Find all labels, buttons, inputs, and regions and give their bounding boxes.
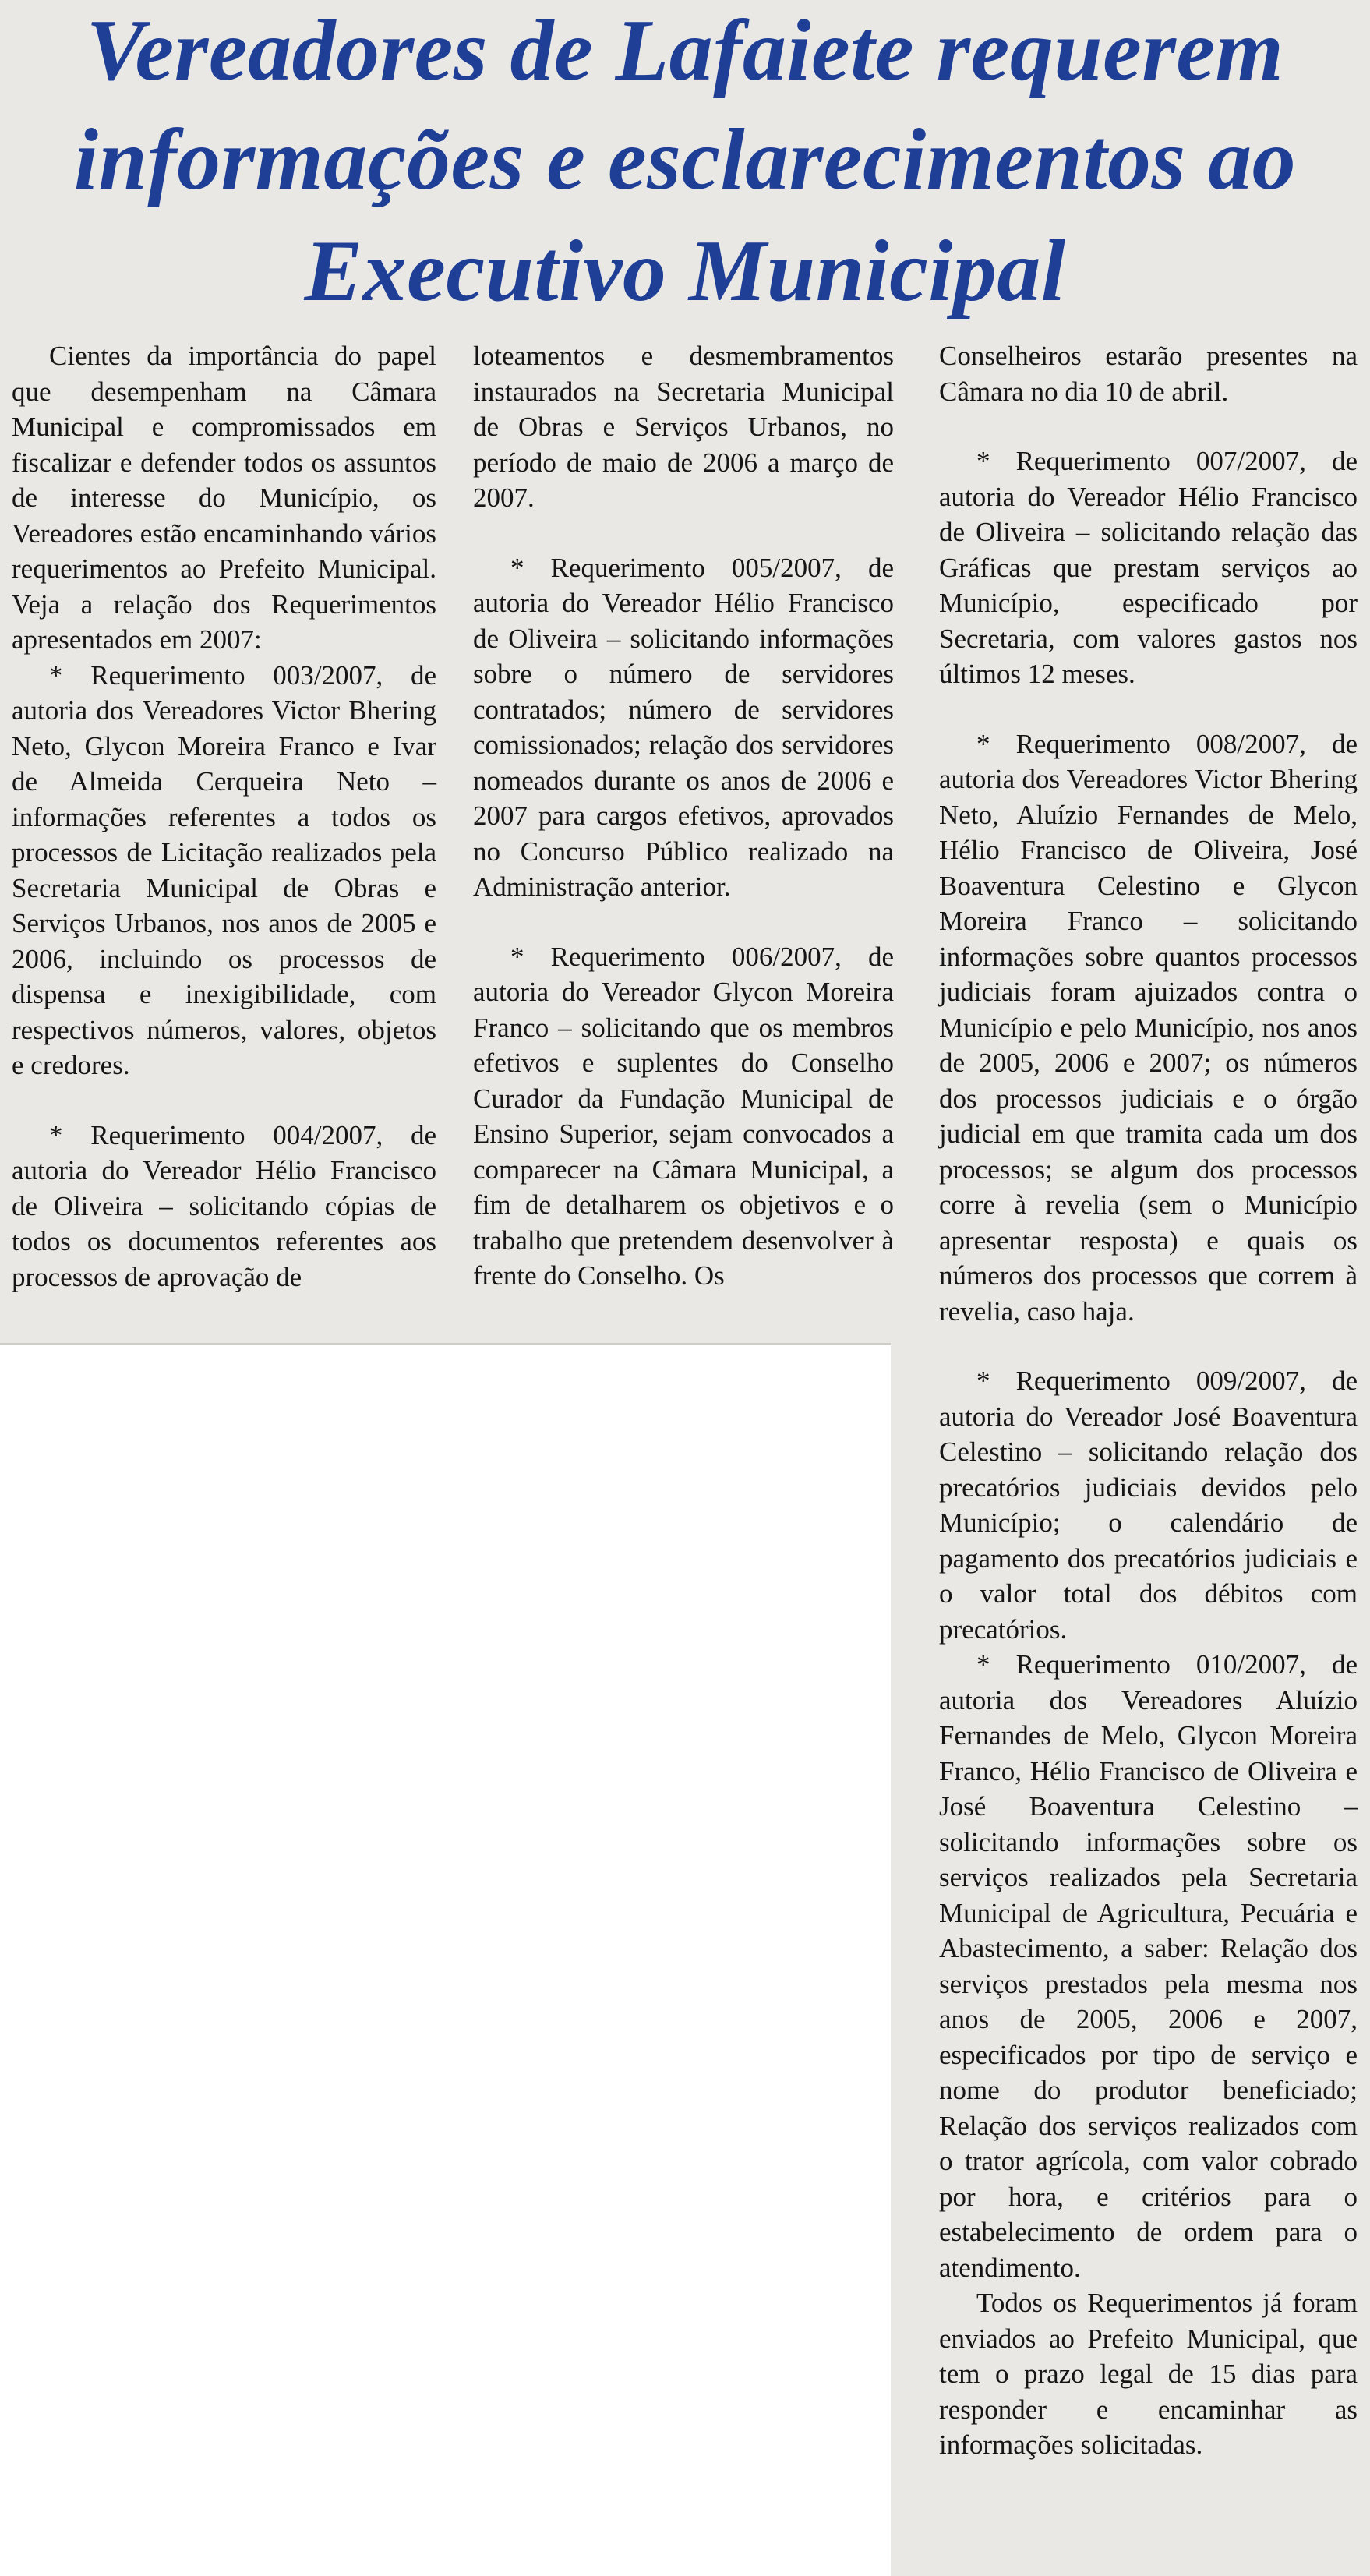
requerimento-003: * Requerimento 003/2007, de autoria dos Vereadores Victor Bhering Neto, Glycon Moreira Franco e Ivar de Almeida Cerqueira Neto – informações referentes a todos os processos de Licitação realizados pela Secretaria Municipal de Obras e Serviços Urbanos, nos anos de 2005 e 2006, incluindo os processos de dispensa e inexigibilidade, com respectivos números, valores, objetos e credores. (12, 659, 436, 1080)
requerimento-010: * Requerimento 010/2007, de autoria dos Vereadores Aluízio Fernandes de Melo, Glycon Moreira Franco, Hélio Francisco de Oliveira e José Boaventura Celestino – solicitando informações sobre os serviços realizados pela Secretaria Municipal de Agricultura, Pecuária e Abastecimento, a saber: Relação dos serviços prestados pela mesma nos anos de 2005, 2006 e 2007, especificados por tipo de serviço e nome do produtor beneficiado; Relação dos serviços realizados com o trator agrícola, com valor cobrado por hora, e critérios para o estabelecimento de ordem para o atendimento. (939, 1649, 1358, 2283)
headline-line-1: Vereadores de Lafaiete requerem (86, 2, 1284, 99)
closing-paragraph: Todos os Requerimentos já foram enviados ao Prefeito Municipal, que tem o prazo legal de 15 dias para responder e encaminhar as informações solicitadas. (939, 2288, 1358, 2460)
requerimento-008: * Requerimento 008/2007, de autoria dos Vereadores Victor Bhering Neto, Aluízio Fernandes de Melo, Hélio Francisco de Oliveira, José Boaventura Celestino e Glycon Moreira Franco – solicitando informações sobre quantos processos judiciais foram ajuizados contra o Município e pelo Município, nos anos de 2005, 2006 e 2007; os números dos processos judiciais e o órgão judicial em que tramita cada um dos processos; se algum dos processos corre à revelia (sem o Município apresentar resposta) e quais os números dos processos que correm à revelia, caso haja. (939, 728, 1358, 1327)
article-column-1 (12, 338, 436, 1295)
article-column-2 (473, 338, 894, 1294)
requerimento-009: * Requerimento 009/2007, de autoria do Vereador José Boaventura Celestino – solicitando relação dos precatórios judiciais devidos pelo Município; o calendário de pagamento dos precatórios judiciais e o valor total dos débitos com precatórios. (939, 1366, 1358, 1645)
intro-paragraph: Cientes da importância do papel que desempenham na Câmara Municipal e compromissados em fiscalizar e defender todos os assuntos de interesse do Município, os Vereadores estão encaminhando vários requerimentos ao Prefeito Municipal. Veja a relação dos Requerimentos apresentados em 2007: (12, 341, 436, 655)
requerimento-006-end: Conselheiros estarão presentes na Câmara no dia 10 de abril. (939, 341, 1358, 407)
requerimento-007: * Requerimento 007/2007, de autoria do Vereador Hélio Francisco de Oliveira – solicitando relação das Gráficas que prestam serviços ao Município, especificado por Secretaria, com valores gastos nos últimos 12 meses. (939, 446, 1358, 689)
headline (0, 0, 1370, 327)
headline-line-2: informações e esclarecimentos ao (73, 111, 1297, 208)
requerimento-006-start: * Requerimento 006/2007, de autoria do Vereador Glycon Moreira Franco – solicitando que os membros efetivos e suplentes do Conselho Curador da Fundação Municipal de Ensino Superior, sejam convocados a comparecer na Câmara Municipal, a fim de detalharem os objetivos e o trabalho que pretendem desenvolver à frente do Conselho. Os (473, 941, 894, 1291)
requerimento-005: * Requerimento 005/2007, de autoria do Vereador Hélio Francisco de Oliveira – solicitando informações sobre o número de servidores contratados; número de servidores comissionados; relação dos servidores nomeados durante os anos de 2006 e 2007 para cargos efetivos, aprovados no Concurso Público realizado na Administração anterior. (473, 552, 894, 902)
requerimento-004-start: * Requerimento 004/2007, de autoria do Vereador Hélio Francisco de Oliveira – solicitando cópias de todos os documentos referentes aos processos de aprovação de (12, 1119, 436, 1292)
requerimento-004-end: loteamentos e desmembramentos instaurados na Secretaria Municipal de Obras e Serviços Urbanos, no período de maio de 2006 a março de 2007. (473, 341, 894, 513)
article-column-3 (939, 338, 1358, 2463)
clipping-cut-edge (0, 1343, 891, 1345)
headline-line-3: Executivo Municipal (304, 223, 1066, 320)
